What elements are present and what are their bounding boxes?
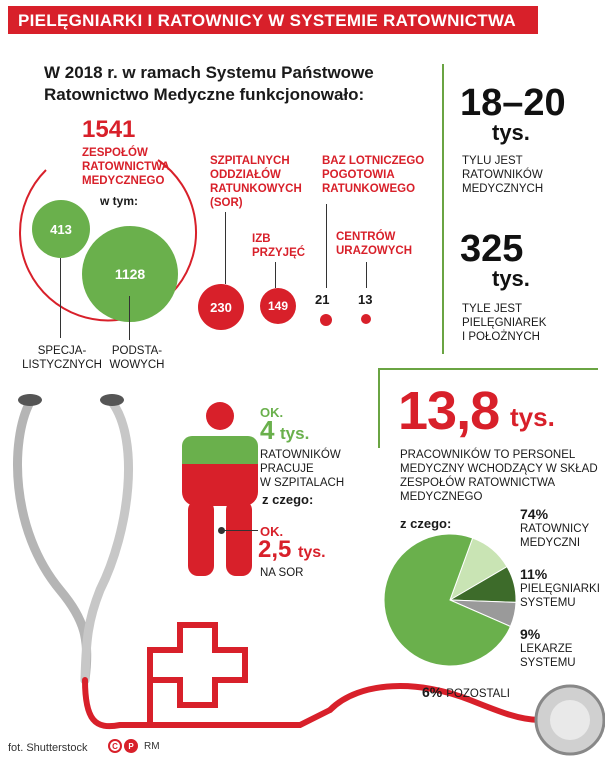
specialist-teams-label (22, 344, 102, 372)
paramedic-figure (180, 400, 260, 580)
logo-c-icon: C (108, 739, 122, 753)
basic-leader-line (129, 296, 130, 340)
hospital-unit-1: tys. (280, 424, 310, 443)
sor-label (210, 154, 302, 210)
hospital-num-1: 4 (260, 415, 275, 445)
personnel-pie-chart (380, 530, 520, 670)
basic-teams-label (102, 344, 172, 372)
pie-label-pct: 6% (422, 684, 443, 700)
teams-label-line: MEDYCZNEGO (82, 175, 165, 187)
header-banner (8, 6, 538, 34)
sor-leader-small (222, 530, 258, 531)
spacer (442, 225, 597, 227)
nurses-count: 325 (460, 228, 524, 270)
label-line: LISTYCZNYCH (22, 359, 102, 371)
sor-value: 230 (210, 299, 232, 315)
pie-label-line: POZOSTALI (446, 688, 510, 700)
lpr-label (322, 154, 424, 196)
teams-sub-label: w tym: (100, 194, 139, 208)
label-line: RATOWNIKÓW (260, 449, 341, 461)
divider-vertical-top (442, 64, 444, 354)
label-line: CENTRÓW (336, 231, 396, 243)
personnel-count: 13,8 (398, 381, 500, 441)
label-line: RATUNKOWYCH (210, 183, 302, 195)
hospital-label-1 (260, 448, 344, 490)
label-line: SPECJA- (37, 345, 87, 357)
pie-label-line: MEDYCZNI (520, 537, 581, 549)
teams-label (82, 146, 170, 188)
hospital-num-2: 2,5 (258, 536, 292, 563)
label-line: PRACOWNIKÓW TO PERSONEL (400, 449, 576, 461)
label-line: URAZOWYCH (336, 245, 413, 257)
label-line: TYLU JEST (462, 155, 523, 167)
label-line: PODSTA- (111, 345, 163, 357)
personnel-of-which: z czego: (400, 516, 452, 531)
personnel-label (400, 448, 598, 504)
label-line: PRACUJE (260, 463, 314, 475)
hospital-ok-2: OK. (260, 524, 284, 539)
intro-text (44, 62, 404, 106)
trauma-leader-line (366, 262, 367, 288)
lpr-value: 21 (315, 292, 330, 307)
label-line: I POŁOŻNYCH (462, 331, 540, 343)
trauma-label (336, 230, 412, 258)
label-line: TYLE JEST (462, 303, 523, 315)
pie-label-line: SYSTEMU (520, 657, 576, 669)
hospital-label-2: NA SOR (260, 567, 304, 579)
izb-circle (260, 288, 296, 324)
pie-label-doctors (520, 626, 576, 670)
label-line: WOWYCH (109, 359, 165, 371)
hospital-unit-2: tys. (298, 544, 326, 561)
nurses-unit: tys. (492, 266, 530, 291)
label-line: (SOR) (210, 197, 243, 209)
label-line: RATOWNIKÓW (462, 169, 543, 181)
label-line: PIELĘGNIAREK (462, 317, 547, 329)
lpr-dot (320, 314, 332, 326)
sor-circle (198, 284, 244, 330)
pie-label-pct: 9% (520, 626, 541, 642)
hospital-ok-1: OK. (260, 405, 284, 420)
sor-leader-line (225, 212, 226, 284)
basic-teams-circle (82, 226, 178, 322)
pie-label-line: LEKARZE (520, 643, 573, 655)
paramedics-unit: tys. (492, 120, 530, 145)
pie-label-line: RATOWNICY (520, 523, 590, 535)
trauma-value: 13 (358, 292, 373, 307)
hospital-of-which: z czego: (262, 492, 314, 507)
label-line: SZPITALNYCH (210, 155, 290, 167)
pie-label-pct: 74% (520, 506, 549, 522)
pie-label-line: PIELĘGNIARKI (520, 583, 600, 595)
teams-label-line: ZESPOŁÓW (82, 147, 148, 159)
sor-dot-small (218, 527, 225, 534)
teams-total: 1541 (82, 116, 136, 143)
pie-label-pct: 11% (520, 566, 548, 582)
pie-label-others (422, 684, 510, 701)
divider-horizontal (378, 368, 598, 370)
label-line: MEDYCZNYCH (462, 183, 544, 195)
izb-value: 149 (267, 299, 289, 313)
nurses-label (462, 302, 546, 344)
teams-label-line: RATOWNICTWA (82, 161, 170, 173)
label-line: ODDZIAŁÓW (210, 169, 281, 181)
pie-label-line: SYSTEMU (520, 597, 576, 609)
intro-line-2: Ratownictwo Medyczne funkcjonowało: (44, 85, 365, 104)
page-title: PIELĘGNIARKI I RATOWNICY W SYSTEMIE RATOWNICTWA (18, 11, 516, 30)
logo-p-icon: P (124, 739, 138, 753)
izb-label (252, 232, 305, 260)
izb-leader-line (275, 262, 276, 288)
label-line: BAZ LOTNICZEGO (322, 155, 425, 167)
specialist-leader-line (60, 258, 61, 338)
pie-label-paramedics (520, 506, 589, 550)
label-line: W SZPITALACH (260, 477, 345, 489)
label-line: ZESPOŁÓW RATOWNICTWA (400, 477, 556, 489)
paramedics-label (462, 154, 543, 196)
paramedics-count: 18–20 (460, 82, 566, 124)
label-line: MEDYCZNEGO (400, 491, 483, 503)
label-line: IZB (252, 233, 271, 245)
label-line: MEDYCZNY WCHODZĄCY W SKŁAD (400, 463, 598, 475)
specialist-teams-circle (32, 200, 90, 258)
label-line: PRZYJĘĆ (252, 247, 306, 259)
trauma-dot (361, 314, 371, 324)
label-line: POGOTOWIA (322, 169, 395, 181)
specialist-teams-value: 413 (50, 221, 72, 237)
intro-line-1: W 2018 r. w ramach Systemu Państwowe (44, 63, 374, 82)
basic-teams-value: 1128 (114, 266, 146, 282)
photo-credit: fot. Shutterstock (8, 742, 88, 754)
pie-label-nurses (520, 566, 600, 610)
publisher-logo (108, 739, 160, 753)
personnel-unit: tys. (510, 402, 555, 432)
label-line: RATUNKOWEGO (322, 183, 416, 195)
logo-text: RM (144, 740, 160, 752)
lpr-leader-line (326, 204, 327, 288)
